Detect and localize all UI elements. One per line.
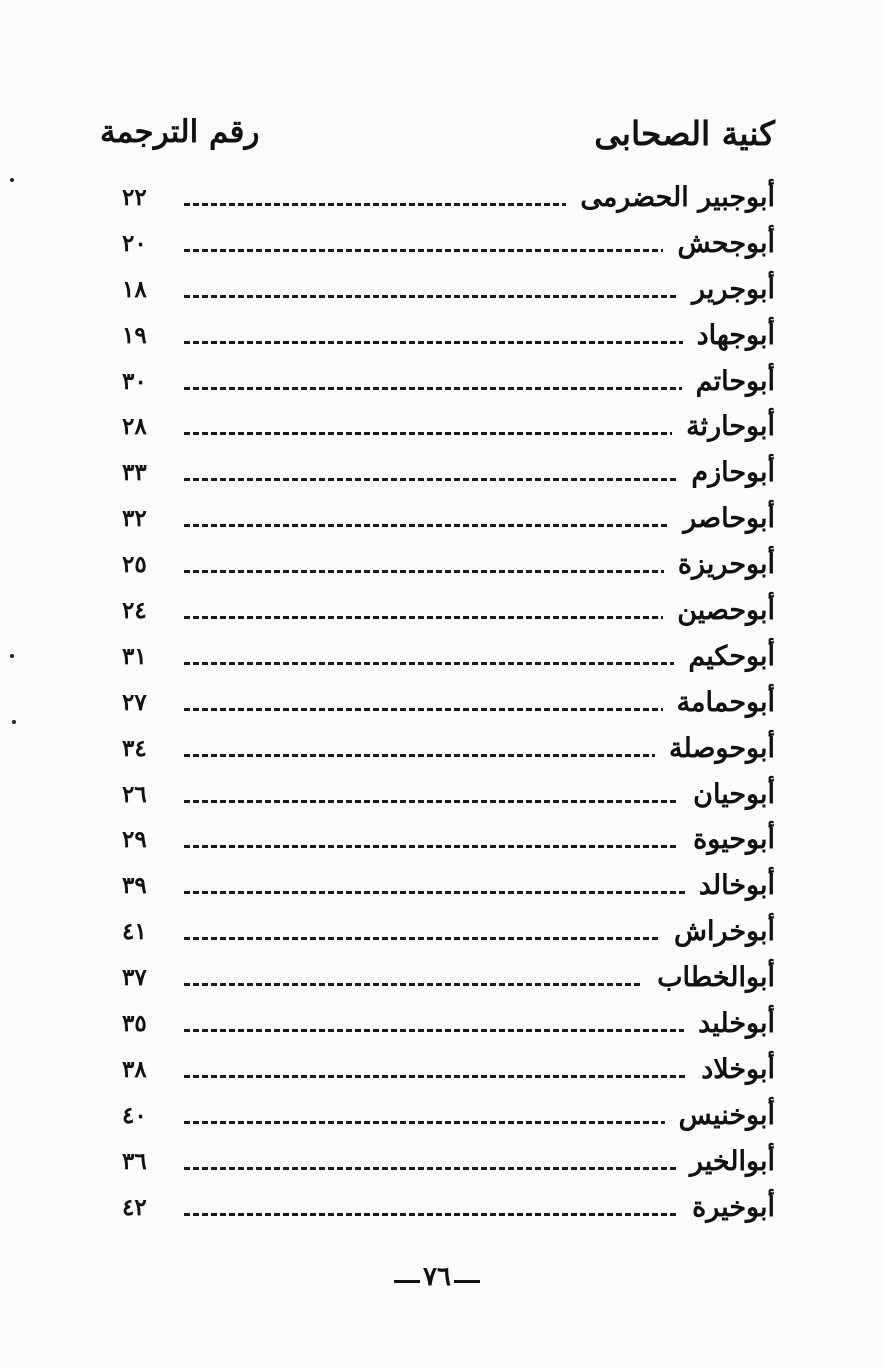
biography-number: ٢٥ [122, 551, 147, 579]
biography-number: ١٩ [122, 321, 147, 349]
biography-number: ٣٧ [122, 964, 147, 992]
companion-kunya: أبوحارثة [672, 407, 775, 447]
index-row [100, 316, 775, 362]
companion-kunya: أبوحريزة [664, 545, 775, 585]
biography-number: ٣٤ [122, 734, 147, 762]
index-row [100, 1142, 775, 1188]
scan-speck [10, 178, 14, 182]
index-row [100, 1096, 775, 1142]
index-row [100, 1188, 775, 1234]
biography-number: ١٨ [122, 275, 147, 303]
biography-number: ٣٠ [122, 367, 147, 395]
biography-number: ٤١ [122, 918, 147, 946]
biography-number: ٣١ [122, 642, 147, 670]
biography-number: ٣٣ [122, 459, 147, 487]
companion-kunya: أبوخنيس [665, 1096, 775, 1136]
companion-kunya: أبوحاتم [682, 362, 775, 402]
index-row [100, 1050, 775, 1096]
footer-rule-right [454, 1280, 480, 1283]
companion-kunya: أبوجحش [663, 224, 775, 264]
companion-kunya: أبوخيرة [678, 1188, 775, 1228]
index-row [100, 362, 775, 408]
biography-number: ٣٨ [122, 1055, 147, 1083]
biography-number: ٤٢ [122, 1193, 147, 1221]
companion-kunya: أبوحصين [663, 591, 775, 631]
biography-number: ٢٧ [122, 688, 147, 716]
companion-kunya: أبوجرير [678, 270, 775, 310]
index-row [100, 270, 775, 316]
index-row [100, 683, 775, 729]
biography-number: ٢٩ [122, 826, 147, 854]
companion-kunya: أبوحوصلة [655, 729, 775, 769]
biography-number: ٢٤ [122, 597, 147, 625]
index-row [100, 820, 775, 866]
index-row [100, 178, 775, 224]
index-list [100, 178, 775, 1233]
biography-number: ٢٦ [122, 780, 147, 808]
companion-kunya: أبوحاصر [669, 499, 775, 539]
column-header-biography-number: رقم الترجمة [100, 114, 260, 150]
biography-number: ٣٦ [122, 1147, 147, 1175]
biography-number: ٢٢ [122, 184, 147, 211]
index-row [100, 729, 775, 775]
index-row [100, 591, 775, 637]
biography-number: ٢٨ [122, 413, 147, 441]
page-footer [392, 1262, 482, 1292]
companion-kunya: أبوخراش [660, 912, 775, 952]
companion-kunya: أبوخلاد [687, 1050, 775, 1090]
index-row [100, 958, 775, 1004]
index-row [100, 637, 775, 683]
index-row [100, 453, 775, 499]
scan-speck [12, 720, 16, 724]
index-row [100, 775, 775, 821]
index-row [100, 1004, 775, 1050]
page-number: ٧٦ [423, 1262, 451, 1292]
index-row [100, 224, 775, 270]
index-row [100, 912, 775, 958]
companion-kunya: أبوالخير [676, 1142, 775, 1182]
index-row [100, 499, 775, 545]
biography-number: ٣٢ [122, 505, 147, 533]
companion-kunya: أبوجبير الحضرمى [566, 178, 775, 218]
companion-kunya: أبوالخطاب [643, 958, 775, 998]
companion-kunya: أبوخليد [684, 1004, 775, 1044]
biography-number: ٢٠ [122, 229, 147, 257]
biography-number: ٣٩ [122, 872, 147, 900]
biography-number: ٤٠ [122, 1101, 147, 1129]
index-row [100, 866, 775, 912]
companion-kunya: أبوحمامة [663, 683, 775, 723]
companion-kunya: أبوحكيم [674, 637, 775, 677]
column-header-companion-kunya: كنية الصحابى [594, 114, 775, 153]
companion-kunya: أبوجهاد [683, 316, 775, 356]
companion-kunya: أبوحازم [677, 453, 775, 493]
table-header [100, 114, 775, 164]
index-row [100, 407, 775, 453]
biography-number: ٣٥ [122, 1010, 147, 1038]
scan-speck [10, 654, 14, 658]
index-row [100, 545, 775, 591]
companion-kunya: أبوخالد [685, 866, 775, 906]
companion-kunya: أبوحيوة [679, 820, 775, 860]
companion-kunya: أبوحيان [679, 775, 775, 815]
